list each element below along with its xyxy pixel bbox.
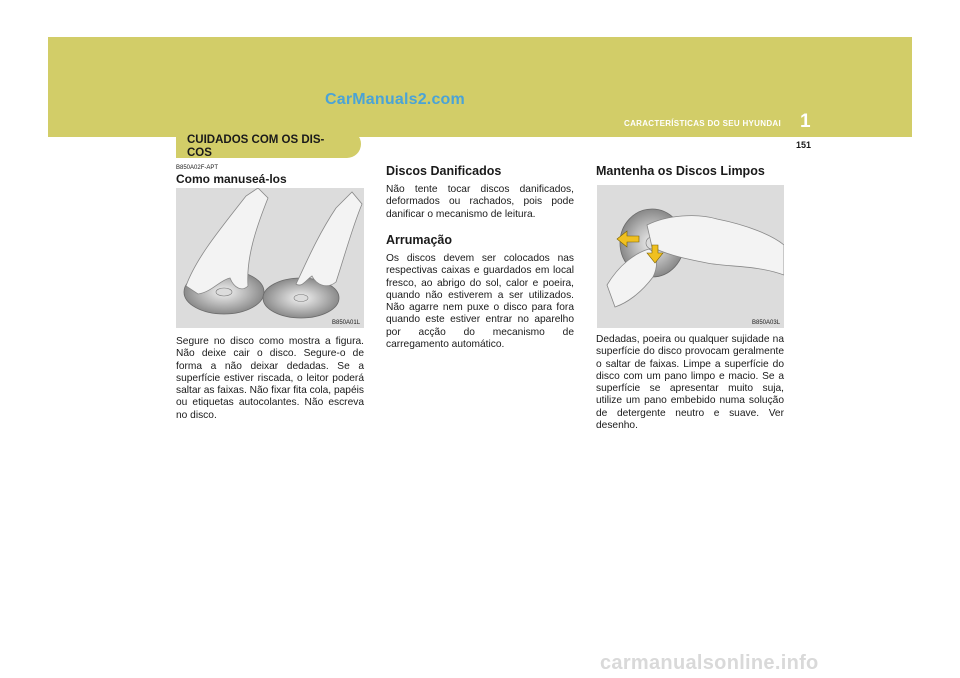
chapter-number: 1 [800, 111, 811, 132]
paragraph-keep-clean: Dedadas, poeira ou qualquer sujidade na superfície do disco provocam geralmente o saltar de faixas. Limpe a superfície do disco com um pano limpo e macio. Se a superfície se apresentar muito suja, utilize um pano embebido numa solução de detergente neutro e suave. Ver desenho. [596, 334, 784, 432]
figure-handling-discs [176, 188, 364, 328]
figure-label-3: B850A03L [752, 320, 781, 326]
figure-label-1: B850A01L [332, 320, 361, 326]
page-number: 151 [796, 140, 812, 150]
hands-holding-disc-illustration [176, 188, 364, 328]
watermark-bottom: carmanualsonline.info [600, 652, 819, 674]
heading-damaged-discs: Discos Danificados [386, 164, 502, 178]
paragraph-storage: Os discos devem ser colocados nas respectivas caixas e guardados em local fresco, ao abrigo do sol, calor e poeira, quando não estiverem a ser utilizados. Não agarre nem puxe o disco para fora quando este estiver entrar no aparelho por acção do mecanismo de carregamento automático. [386, 253, 574, 351]
chapter-title: CARACTERÍSTICAS DO SEU HYUNDAI [624, 119, 782, 128]
heading-keep-clean: Mantenha os Discos Limpos [596, 164, 765, 178]
paragraph-damaged-discs: Não tente tocar discos danificados, deformados ou rachados, pois pode danificar o mecanismo de leitura. [386, 184, 574, 220]
reference-code: B850A02F-APT [176, 165, 219, 171]
heading-storage: Arrumação [386, 233, 452, 247]
section-title: CUIDADOS COM OS DIS- COS [187, 134, 325, 159]
cleaning-disc-illustration [597, 185, 784, 328]
paragraph-handling: Segure no disco como mostra a figura. Não deixe cair o disco. Segure-o de forma a não deixar dedadas. Se a superfície estiver riscada, o leitor poderá saltar as faixas. Não fixar fita cola, papéis ou etiquetas autocolantes. Não escreva no disco. [176, 336, 364, 421]
heading-handling: Como manuseá-los [176, 172, 287, 186]
figure-cleaning-disc [597, 185, 784, 328]
header-band [48, 37, 912, 137]
watermark-top[interactable]: CarManuals2.com [325, 91, 465, 108]
